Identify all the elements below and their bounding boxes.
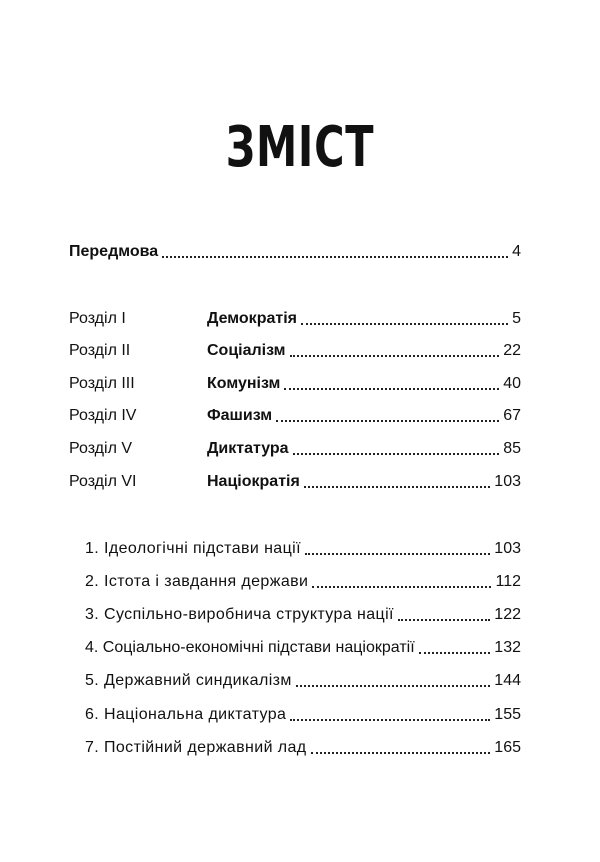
toc-chapter[interactable]: [69, 340, 521, 362]
toc-page-number: 103: [494, 473, 521, 490]
toc-chapter-name: Комунізм: [207, 375, 281, 392]
toc-page-number: 5: [512, 310, 521, 327]
dot-leader: [312, 585, 491, 588]
toc-preface-name: Передмова: [69, 243, 159, 260]
dot-leader: [284, 387, 499, 390]
toc-section-name: 6. Національна диктатура: [85, 706, 287, 723]
page-title: ЗМІСТ: [225, 115, 375, 180]
toc-page-number: 85: [503, 440, 521, 457]
toc-chapter-name: Соціалізм: [207, 342, 286, 359]
dot-leader: [290, 718, 490, 721]
dot-leader: [419, 651, 491, 654]
toc-chapter[interactable]: [69, 471, 521, 493]
toc-chapter-label: Розділ V: [69, 440, 133, 457]
toc-chapter-name: Націократія: [207, 473, 300, 490]
dot-leader: [276, 419, 499, 422]
toc-page-number: 112: [495, 573, 521, 590]
toc-chapter-label: Розділ II: [69, 342, 131, 359]
dot-leader: [296, 684, 490, 687]
toc-chapter-name: Диктатура: [207, 440, 289, 457]
toc-section-name: 7. Постійний державний лад: [85, 739, 307, 756]
toc-section[interactable]: [85, 571, 521, 593]
dot-leader: [305, 552, 490, 555]
toc-chapter-label: Розділ I: [69, 310, 126, 327]
toc-chapter[interactable]: [69, 438, 521, 460]
toc-section[interactable]: [85, 737, 521, 759]
toc-page-number: 67: [503, 407, 521, 424]
dot-leader: [290, 354, 500, 357]
toc-preface[interactable]: [69, 241, 521, 263]
toc-section[interactable]: [85, 670, 521, 692]
toc-section[interactable]: [85, 704, 521, 726]
toc-page-number: 155: [494, 706, 521, 723]
toc-page-number: 40: [503, 375, 521, 392]
toc-section[interactable]: [85, 637, 521, 659]
toc-page-number: 165: [494, 739, 521, 756]
toc-section-name: 5. Державний синдикалізм: [85, 672, 292, 689]
toc-chapter[interactable]: [69, 373, 521, 395]
toc-page-number: 144: [494, 672, 521, 689]
toc-chapter-label: Розділ IV: [69, 407, 137, 424]
dot-leader: [162, 255, 508, 258]
toc-chapter-label: Розділ VI: [69, 473, 137, 490]
toc-chapter[interactable]: [69, 308, 521, 330]
toc-section[interactable]: [85, 538, 521, 560]
toc-section-name: 1. Ідеологічні підстави нації: [85, 540, 301, 557]
toc-page-number: 4: [512, 243, 521, 260]
toc-section-name: 2. Істота і завдання держави: [85, 573, 309, 590]
toc-section-name: 4. Соціально-економічні підстави націократії: [85, 639, 415, 656]
dot-leader: [398, 618, 490, 621]
dot-leader: [304, 485, 490, 488]
toc-page-number: 22: [503, 342, 521, 359]
toc-page-number: 122: [494, 606, 521, 623]
toc-chapter-name: Фашизм: [207, 407, 273, 424]
toc-page-number: 103: [494, 540, 521, 557]
toc-chapter-label: Розділ III: [69, 375, 135, 392]
toc-section[interactable]: [85, 604, 521, 626]
toc-chapter[interactable]: [69, 405, 521, 427]
dot-leader: [311, 751, 491, 754]
toc-chapter-name: Демократія: [207, 310, 297, 327]
toc-page-number: 132: [494, 639, 521, 656]
toc-section-name: 3. Суспільно-виробнича структура нації: [85, 606, 394, 623]
dot-leader: [293, 452, 500, 455]
dot-leader: [301, 322, 508, 325]
